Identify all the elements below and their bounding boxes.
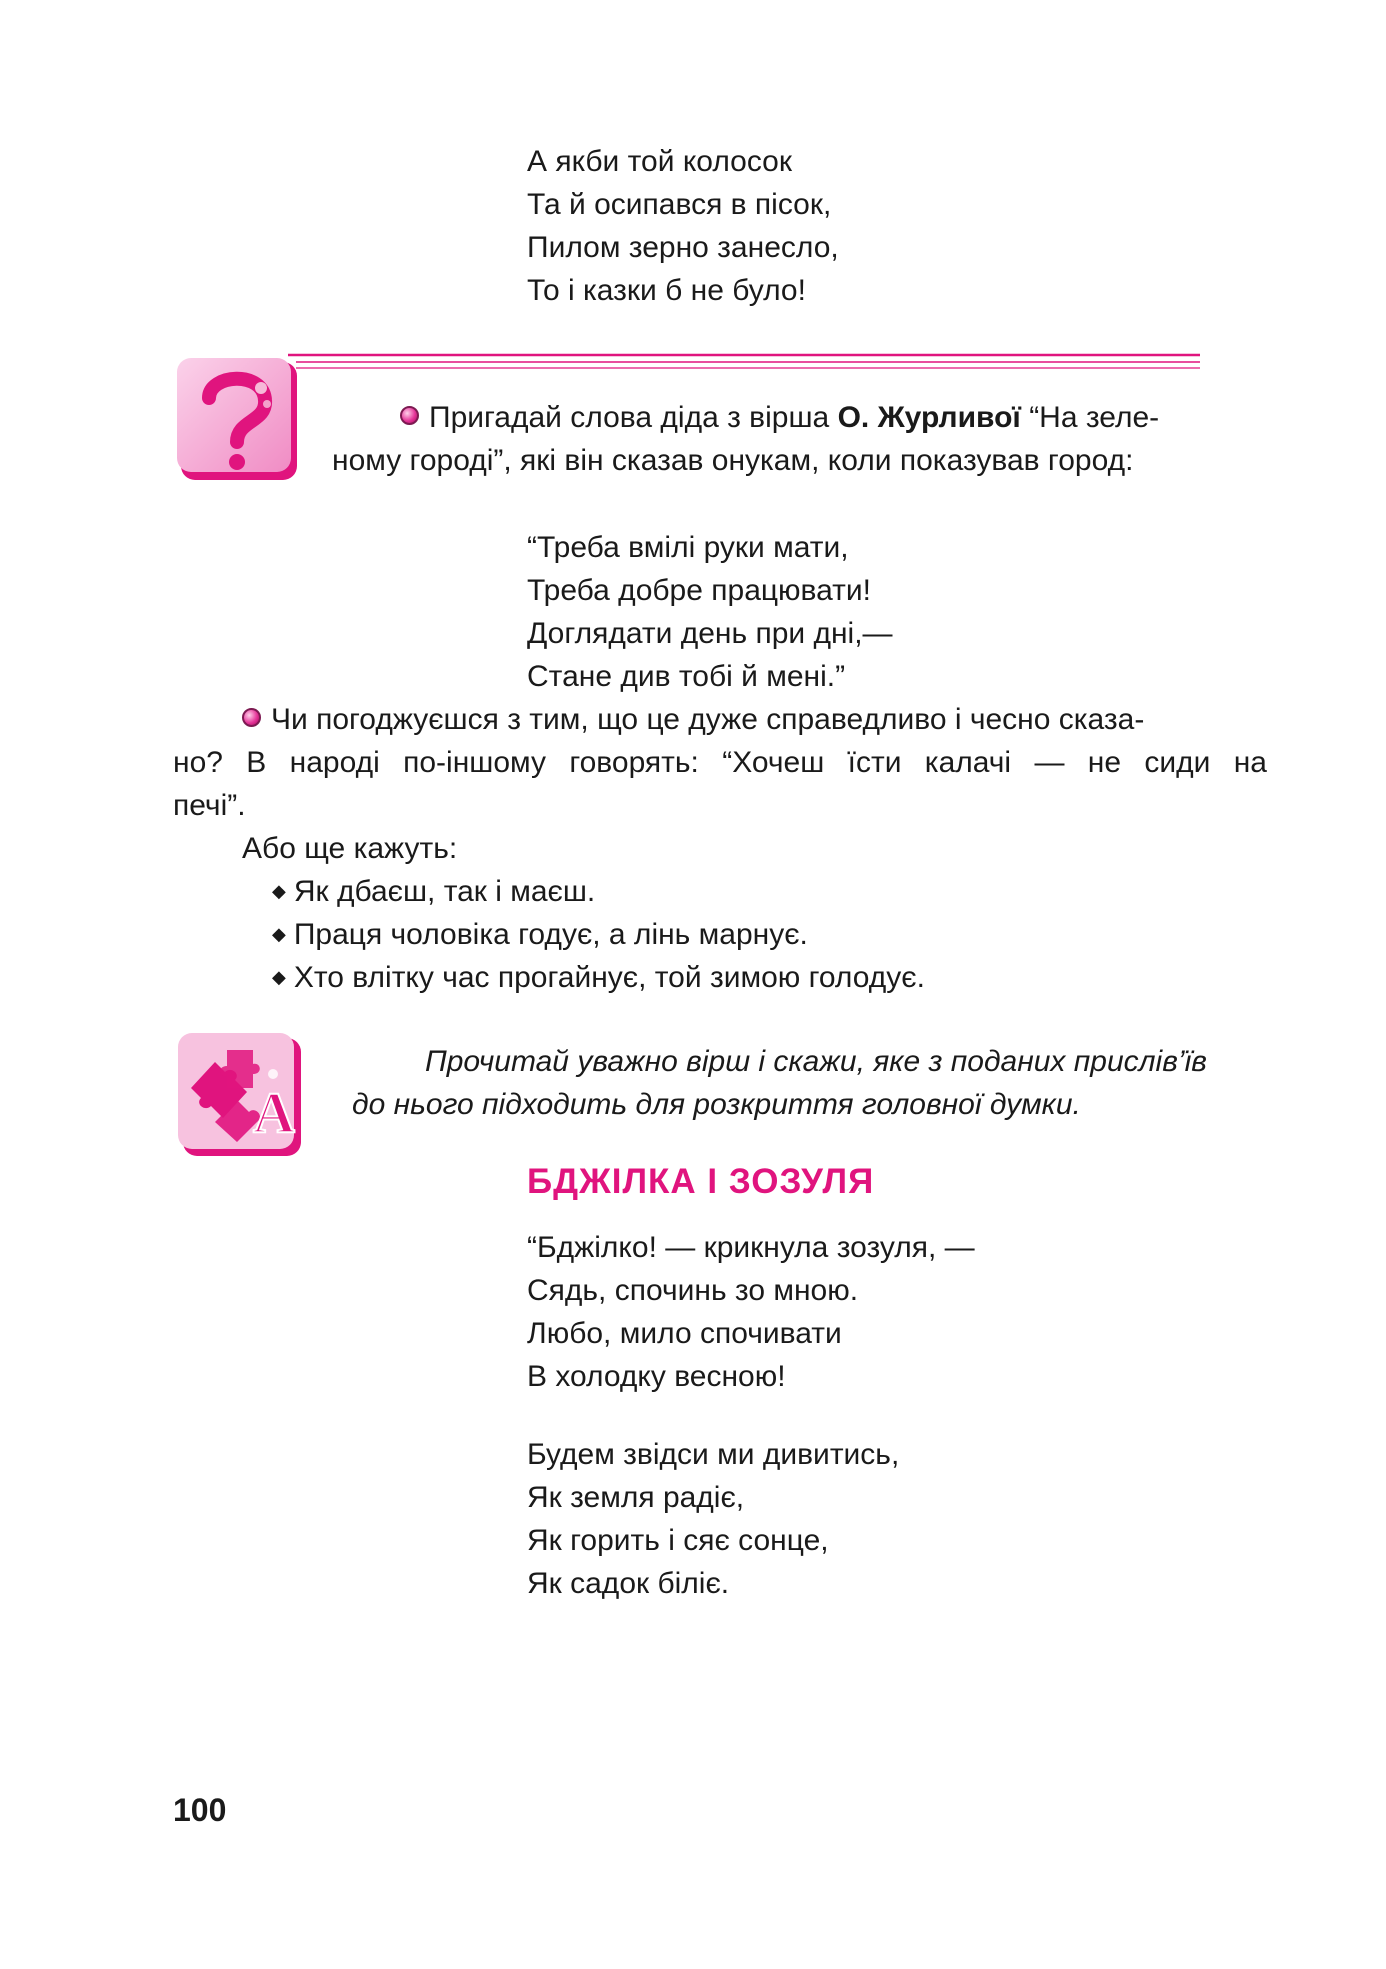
discussion-intro: Або ще кажуть: xyxy=(242,832,458,865)
bullet-dot-icon xyxy=(400,406,419,425)
question-line-2: ному городі”, які він сказав онукам, коли показував город: xyxy=(332,444,1134,477)
verse-line: Сядь, спочинь зо мною. xyxy=(527,1274,859,1307)
diamond-bullet-icon: ◆ xyxy=(272,881,286,901)
section-divider-lines xyxy=(288,352,1200,374)
poem-title: БДЖІЛКА І ЗОЗУЛЯ xyxy=(527,1162,875,1201)
diamond-bullet-icon: ◆ xyxy=(272,967,286,987)
proverb-item: ◆ Праця чоловіка годує, а лінь марнує. xyxy=(272,918,808,951)
verse-line: “Треба вмілі руки мати, xyxy=(527,531,849,564)
verse-line: Як садок біліє. xyxy=(527,1567,730,1600)
discussion-line-3: печі”. xyxy=(173,789,246,822)
question-mark-icon xyxy=(175,356,300,484)
author-name: О. Журливої xyxy=(837,401,1021,434)
verse-line: А якби той колосок xyxy=(527,145,792,178)
verse-line: Будем звідси ми дивитись, xyxy=(527,1438,900,1471)
verse-line: Стане див тобі й мені.” xyxy=(527,660,846,693)
bullet-dot-icon xyxy=(242,708,261,727)
verse-line: Доглядати день при дні,— xyxy=(527,617,893,650)
verse-grandpa xyxy=(527,526,893,698)
verse-line: Як земля радіє, xyxy=(527,1481,745,1514)
poem-stanza-1 xyxy=(527,1226,975,1398)
verse-top xyxy=(527,140,839,312)
proverb-item: ◆ Як дбаєш, так і маєш. xyxy=(272,875,596,908)
task-line-1: Прочитай уважно вірш і скажи, яке з поданих прислів’їв xyxy=(425,1045,1207,1078)
page-number: 100 xyxy=(173,1792,227,1828)
discussion-line-2: но? В народі по-іншому говорять: “Хочеш їсти калачі — не сиди на xyxy=(173,746,1267,779)
verse-line: Треба добре працювати! xyxy=(527,574,872,607)
verse-line: Пилом зерно занесло, xyxy=(527,231,839,264)
diamond-bullet-icon: ◆ xyxy=(272,924,286,944)
verse-line: “Бджілко! — крикнула зозуля, — xyxy=(527,1231,975,1264)
verse-line: Та й осипався в пісок, xyxy=(527,188,832,221)
question-line-1: Пригадай слова діда з вірша О. Журливої “На зеле- xyxy=(400,396,1159,439)
verse-line: Як горить і сяє сонце, xyxy=(527,1524,829,1557)
task-line-2: до нього підходить для розкриття головної думки. xyxy=(352,1088,1081,1121)
verse-line: Любо, мило спочивати xyxy=(527,1317,842,1350)
puzzle-letter-a-icon xyxy=(175,1030,305,1160)
verse-line: В холодку весною! xyxy=(527,1360,786,1393)
verse-line: То і казки б не було! xyxy=(527,274,806,307)
discussion-line-1: Чи погоджуєшся з тим, що це дуже справедливо і чесно сказа- xyxy=(242,698,1144,741)
proverb-item: ◆ Хто влітку час прогайнує, той зимою голодує. xyxy=(272,961,925,994)
poem-stanza-2 xyxy=(527,1433,899,1605)
puzzle-letter: А xyxy=(253,1080,295,1145)
